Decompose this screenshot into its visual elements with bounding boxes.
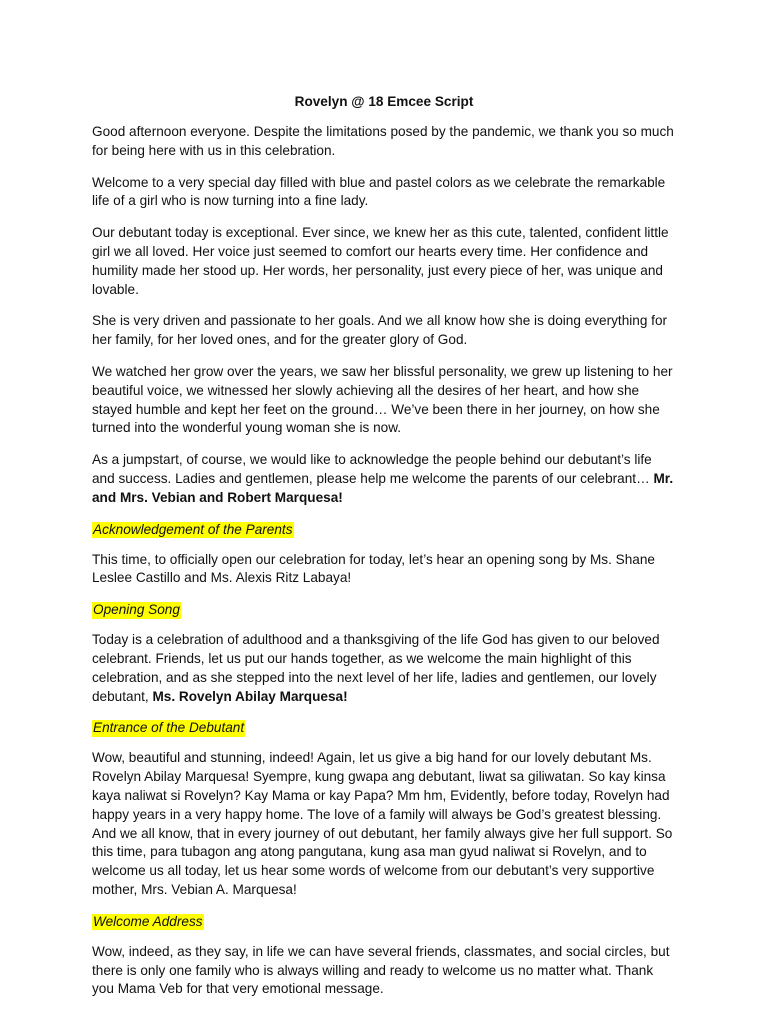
- paragraph-greeting: Good afternoon everyone. Despite the limitations posed by the pandemic, we thank you so much for being here with us in this celebration.: [92, 124, 674, 158]
- paragraph-growing-up: We watched her grow over the years, we saw her blissful personality, we grew up listening to her beautiful voice, we witnessed her slowly achieving all the desires of her heart, and how she stayed humble and kept her feet on the ground… We’ve been there in her journey, on how she turned into the wonderful young woman she is now.: [92, 363, 673, 436]
- section-heading-entrance: Entrance of the Debutant: [93, 720, 245, 736]
- document-title: Rovelyn @ 18 Emcee Script: [294, 94, 474, 109]
- paragraph-welcome: Welcome to a very special day filled with blue and pastel colors as we celebrate the remarkable life of a girl who is now turning into a fine lady.: [92, 174, 666, 209]
- entrance-intro-text: Today is a celebration of adulthood and a thanksgiving of the life God has given to our beloved celebrant. Friends, let us put our hands together, as we welcome the main highlight of this celebration, and as she stepped into the next level of her life, ladies and gentlemen, our lovely debutant,: [92, 632, 660, 704]
- debutant-name: Ms. Rovelyn Abilay Marquesa!: [152, 688, 348, 704]
- section-heading-opening-song: Opening Song: [93, 602, 180, 618]
- paragraph-debutant-description: Our debutant today is exceptional. Ever since, we knew her as this cute, talented, confident little girl we all loved. Her voice just seemed to comfort our hearts every time. Her confidence and humility made her stood up. Her words, her personality, just every piece of her, was unique and lovable.: [92, 225, 669, 297]
- paragraph-welcome-address-intro: Wow, beautiful and stunning, indeed! Again, let us give a big hand for our lovely debutant Ms. Rovelyn Abilay Marquesa! Syempre, kung gwapa ang debutant, liwat sa giliwatan. So kay kinsa kaya naliwat si Rovelyn? Kay Mama or kay Papa? Mm hm, Evidently, before today, Rovelyn had happy years in a very happy home. The love of a family will always be God’s greatest blessing. And we all know, that in every journey of out debutant, her family always give her full support. So this time, para tubagon ang atong pangutana, kung asa man gyud naliwat si Rovelyn, and to welcome us all today, let us hear some words of welcome from our debutant’s very supportive mother, Mrs. Vebian A. Marquesa!: [92, 750, 673, 897]
- paragraph-parents-intro: [92, 451, 676, 507]
- paragraph-opening-song-intro: This time, to officially open our celebration for today, let’s hear an opening song by Ms. Shane Leslee Castillo and Ms. Alexis Ritz Labaya!: [92, 551, 655, 586]
- parents-names: Mr. and Mrs. Vebian and Robert Marquesa!: [92, 470, 674, 505]
- section-heading-wrapper: [92, 719, 676, 737]
- section-heading-wrapper: [92, 913, 676, 931]
- section-heading-wrapper: [92, 521, 676, 539]
- paragraph-thanks-mother: Wow, indeed, as they say, in life we can have several friends, classmates, and social circles, but there is only one family who is always willing and ready to welcome us no matter what. Thank you Mama Veb for that very emotional message.: [92, 943, 670, 997]
- paragraph-debutant-entrance-intro: [92, 631, 676, 706]
- section-heading-acknowledgement: Acknowledgement of the Parents: [93, 521, 293, 537]
- parents-intro-text: As a jumpstart, of course, we would like to acknowledge the people behind our debutant’s life and success. Ladies and gentlemen, please help me welcome the parents of our celebrant…: [92, 452, 654, 486]
- section-heading-welcome-address: Welcome Address: [93, 913, 203, 929]
- section-heading-wrapper: [92, 601, 676, 619]
- paragraph-goals: She is very driven and passionate to her goals. And we all know how she is doing everything for her family, for her loved ones, and for the greater glory of God.: [92, 313, 668, 348]
